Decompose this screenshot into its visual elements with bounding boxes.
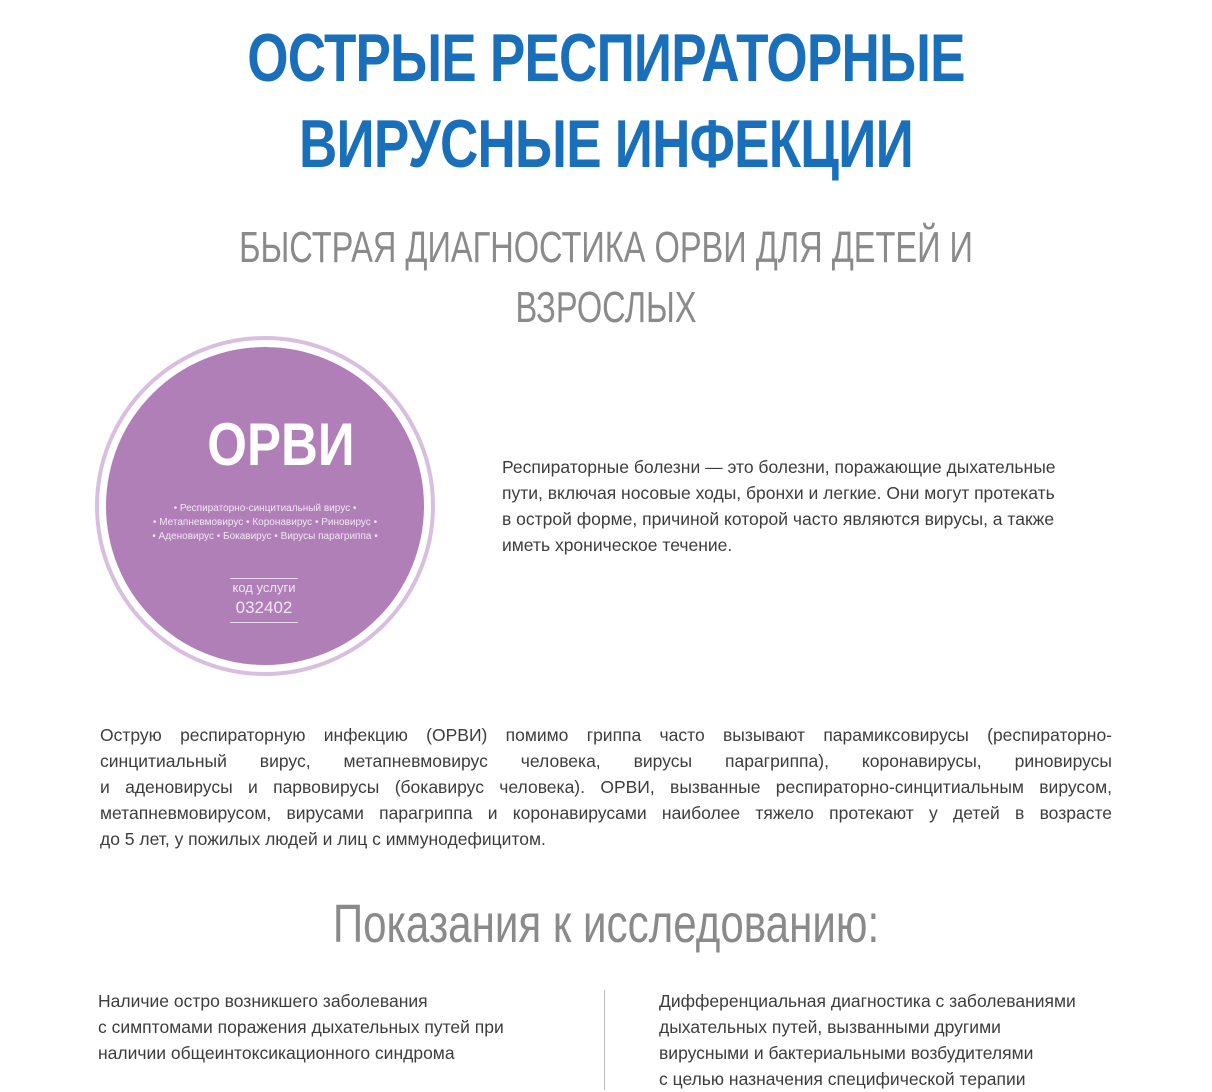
page-subtitle: БЫСТРАЯ ДИАГНОСТИКА ОРВИ ДЛЯ ДЕТЕЙ И ВЗРОСЛЫХ	[239, 223, 973, 332]
intro-line: иметь хроническое течение.	[502, 535, 733, 555]
paragraph-line: Острую респираторную инфекцию (ОРВИ) помимо гриппа часто вызывают парамиксовирусы (респираторно-	[100, 725, 1112, 745]
badge-title: ОРВИ	[207, 411, 355, 478]
indication-line: Наличие остро возникшего заболевания	[98, 991, 428, 1011]
indication-right	[659, 988, 1076, 1092]
badge-virus-line: • Метапневмовирус • Коронавирус • Риновирус •	[152, 517, 378, 528]
service-code-label: код услуги	[232, 580, 296, 595]
service-code-value: 032402	[235, 598, 293, 617]
badge-virus-line: • Респираторно-синцитиальный вирус •	[173, 503, 357, 514]
indication-line: вирусными и бактериальными возбудителями	[659, 1043, 1034, 1063]
indication-line: наличии общеинтоксикационного синдрома	[98, 1043, 455, 1063]
intro-line: в острой форме, причиной которой часто являются вирусы, а также	[502, 509, 1055, 529]
intro-text	[502, 454, 1122, 558]
paragraph-line: метапневмовирусом, вирусами парагриппа и коронавирусами наиболее тяжело протекают у детей в возрасте	[100, 803, 1112, 823]
indication-left	[98, 988, 504, 1066]
badge-code-top-rule	[230, 578, 298, 579]
intro-line: пути, включая носовые ходы, бронхи и легкие. Они могут протекать	[502, 483, 1055, 503]
paragraph-line: синцитиальный вирус, метапневмовирус человека, вирусы парагриппа), коронавирусы, риновирусы	[100, 751, 1112, 771]
column-divider	[604, 990, 605, 1090]
page-title-line-2: ВИРУСНЫЕ ИНФЕКЦИИ	[299, 106, 913, 182]
description-paragraph	[100, 722, 1112, 852]
badge-code-bottom-rule	[230, 622, 298, 623]
indication-line: дыхательных путей, вызванными другими	[659, 1017, 1001, 1037]
paragraph-line: до 5 лет, у пожилых людей и лиц с иммунодефицитом.	[100, 829, 546, 849]
indication-line: с целью назначения специфической терапии	[659, 1069, 1026, 1089]
indication-line: с симптомами поражения дыхательных путей при	[98, 1017, 504, 1037]
intro-line: Респираторные болезни — это болезни, поражающие дыхательные	[502, 457, 1056, 477]
paragraph-line: и аденовирусы и парвовирусы (бокавирус человека). ОРВИ, вызванные респираторно-синцитиальным вирусом,	[100, 777, 1112, 797]
badge-virus-line: • Аденовирус • Бокавирус • Вирусы парагриппа •	[152, 531, 378, 542]
indications-heading: Показания к исследованию:	[332, 894, 880, 954]
indication-line: Дифференциальная диагностика с заболеваниями	[659, 991, 1076, 1011]
page-title-line-1: ОСТРЫЕ РЕСПИРАТОРНЫЕ	[247, 20, 965, 96]
